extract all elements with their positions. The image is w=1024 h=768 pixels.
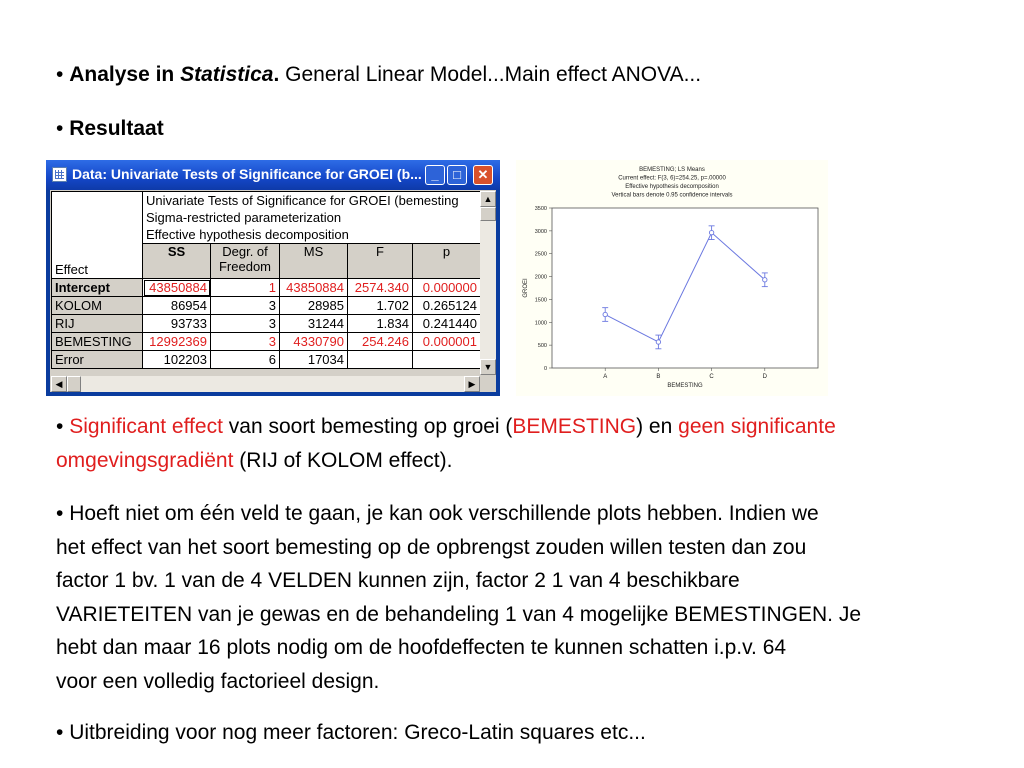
bullet-significant xyxy=(56,412,836,442)
bullet-marker: • xyxy=(56,502,64,525)
table-cell[interactable]: 93733 xyxy=(143,315,211,333)
column-header-f[interactable]: F xyxy=(348,244,413,279)
column-header-ms[interactable]: MS xyxy=(280,244,348,279)
table-cell[interactable]: 102203 xyxy=(143,351,211,369)
table-row[interactable] xyxy=(52,351,481,369)
bold-analyse-in: Analyse in xyxy=(69,63,175,86)
table-cell[interactable]: 3 xyxy=(211,297,280,315)
table-cell[interactable]: 86954 xyxy=(143,297,211,315)
table-cell[interactable]: 3 xyxy=(211,315,280,333)
table-cell[interactable]: 0.241440 xyxy=(413,315,481,333)
info-line-1: Univariate Tests of Significance for GROEI (bemesting xyxy=(143,192,481,210)
y-tick-label: 0 xyxy=(543,366,547,372)
bullet-marker: • xyxy=(56,721,64,744)
table-cell[interactable]: 0.000000 xyxy=(413,279,481,297)
table-cell[interactable] xyxy=(413,351,481,369)
bullet-plots-paragraph xyxy=(56,497,1018,698)
menu-path-text: General Linear Model...Main effect ANOVA... xyxy=(285,63,702,86)
anova-table xyxy=(51,191,481,369)
x-tick-label: A xyxy=(603,374,608,380)
horizontal-scroll-thumb[interactable] xyxy=(67,376,81,392)
chart-title-line: Vertical bars denote 0.95 confidence intervals xyxy=(611,192,733,199)
spreadsheet-area xyxy=(50,190,496,392)
bullet-marker: • xyxy=(56,117,64,140)
bullet-analyse xyxy=(56,60,701,90)
y-tick-label: 1000 xyxy=(534,320,547,327)
y-tick-label: 3000 xyxy=(534,228,547,235)
table-cell[interactable]: 0.000001 xyxy=(413,333,481,351)
effect-header: Effect xyxy=(52,192,143,279)
horizontal-scrollbar[interactable] xyxy=(51,376,480,392)
table-cell[interactable] xyxy=(348,351,413,369)
table-cell[interactable]: 254.246 xyxy=(348,333,413,351)
close-button[interactable]: ✕ xyxy=(473,165,493,185)
statistica-label: Statistica xyxy=(180,63,274,86)
red-significant-effect: Significant effect xyxy=(69,415,223,438)
chart-title-line: Current effect: F(3, 6)=254.25, p=.00000 xyxy=(618,175,726,182)
scroll-down-arrow-icon[interactable]: ▼ xyxy=(480,359,496,375)
row-header-kolom[interactable]: KOLOM xyxy=(52,297,143,315)
y-axis-label: GROEI xyxy=(523,278,529,298)
table-cell[interactable]: 28985 xyxy=(280,297,348,315)
statistica-results-window xyxy=(46,160,500,396)
chart-title-line: BEMESTING; LS Means xyxy=(639,167,705,173)
paragraph-line: hebt dan maar 16 plots nodig om de hoofdeffecten te kunnen schatten i.p.v. 64 xyxy=(56,636,787,659)
x-axis-label: BEMESTING xyxy=(667,383,703,389)
maximize-button[interactable]: □ xyxy=(447,165,467,185)
table-cell[interactable]: 2574.340 xyxy=(348,279,413,297)
column-header-ss[interactable]: SS xyxy=(143,244,211,279)
bullet-significant-cont xyxy=(56,446,452,476)
table-cell[interactable]: 12992369 xyxy=(143,333,211,351)
table-row[interactable] xyxy=(52,333,481,351)
bullet-resultaat xyxy=(56,114,164,144)
paragraph-line: het effect van het soort bemesting op de opbrengst zouden willen testen dan zou xyxy=(56,535,807,559)
minimize-button[interactable]: _ xyxy=(425,165,445,185)
data-point xyxy=(656,340,660,344)
table-cell[interactable]: 43850884 xyxy=(143,279,211,297)
table-cell[interactable]: 1.834 xyxy=(348,315,413,333)
chart-svg xyxy=(516,160,828,396)
table-cell[interactable]: 1 xyxy=(211,279,280,297)
vertical-scrollbar[interactable] xyxy=(480,191,496,375)
row-header-intercept[interactable]: Intercept xyxy=(52,279,143,297)
red-omgevingsgradient: omgevingsgradiënt xyxy=(56,449,234,472)
info-line-3: Effective hypothesis decomposition xyxy=(143,226,481,244)
paragraph-line: factor 1 bv. 1 van de 4 VELDEN kunnen zijn, factor 2 1 van 4 beschikbare xyxy=(56,569,740,592)
resultaat-heading: Resultaat xyxy=(69,117,164,140)
y-tick-label: 2000 xyxy=(534,274,547,281)
scroll-right-arrow-icon[interactable]: ▶ xyxy=(464,376,480,392)
paragraph-line: VARIETEITEN van je gewas en de behandeling 1 van 4 mogelijke BEMESTINGEN. Je xyxy=(56,602,862,626)
chart-title-line: Effective hypothesis decomposition xyxy=(625,184,719,190)
text-van-soort: van soort bemesting op groei ( xyxy=(228,415,513,438)
ls-means-chart xyxy=(516,160,828,396)
data-point xyxy=(603,312,607,316)
spreadsheet-icon xyxy=(52,167,67,182)
bullet-marker: • xyxy=(56,63,64,86)
greco-latin-text: Uitbreiding voor nog meer factoren: Greco-Latin squares etc... xyxy=(69,721,646,744)
column-header-df[interactable]: Degr. of Freedom xyxy=(211,244,280,279)
x-tick-label: D xyxy=(762,374,767,380)
info-line-2: Sigma-restricted parameterization xyxy=(143,209,481,226)
table-cell[interactable]: 6 xyxy=(211,351,280,369)
bullet-greco-latin xyxy=(56,718,646,748)
vertical-scroll-thumb[interactable] xyxy=(480,207,496,221)
scroll-up-arrow-icon[interactable]: ▲ xyxy=(480,191,496,207)
row-header-bemesting[interactable]: BEMESTING xyxy=(52,333,143,351)
table-cell[interactable]: 4330790 xyxy=(280,333,348,351)
red-geen-significante: geen significante xyxy=(678,415,836,438)
table-cell[interactable]: 3 xyxy=(211,333,280,351)
x-tick-label: B xyxy=(656,374,661,380)
row-header-error[interactable]: Error xyxy=(52,351,143,369)
table-cell[interactable]: 0.265124 xyxy=(413,297,481,315)
red-bemesting: BEMESTING xyxy=(512,415,637,438)
table-cell[interactable]: 17034 xyxy=(280,351,348,369)
scroll-left-arrow-icon[interactable]: ◀ xyxy=(51,376,67,392)
table-row[interactable] xyxy=(52,315,481,333)
window-title: Data: Univariate Tests of Significance for GROEI (b... xyxy=(72,166,422,182)
table-cell[interactable]: 43850884 xyxy=(280,279,348,297)
paragraph-line: Hoeft niet om één veld te gaan, je kan ook verschillende plots hebben. Indien we xyxy=(69,502,819,525)
x-tick-label: C xyxy=(709,374,714,380)
paragraph-line: voor een volledig factorieel design. xyxy=(56,669,380,693)
resize-grip-icon[interactable] xyxy=(480,376,496,392)
data-point xyxy=(763,278,767,282)
text-en: ) en xyxy=(636,415,673,438)
bold-dot: . xyxy=(273,63,280,86)
y-tick-label: 500 xyxy=(537,343,547,350)
table-cell[interactable]: 1.702 xyxy=(348,297,413,315)
bullet-marker: • xyxy=(56,415,64,438)
window-title-bar[interactable] xyxy=(46,160,500,190)
y-tick-label: 1500 xyxy=(534,297,547,304)
table-row[interactable] xyxy=(52,297,481,315)
text-rij-kolom: (RIJ of KOLOM effect). xyxy=(239,449,453,472)
table-row[interactable] xyxy=(52,279,481,297)
table-cell[interactable]: 31244 xyxy=(280,315,348,333)
y-tick-label: 2500 xyxy=(534,251,547,258)
row-header-rij[interactable]: RIJ xyxy=(52,315,143,333)
column-header-p[interactable]: p xyxy=(413,244,481,279)
data-point xyxy=(709,230,713,234)
y-tick-label: 3500 xyxy=(534,206,547,212)
